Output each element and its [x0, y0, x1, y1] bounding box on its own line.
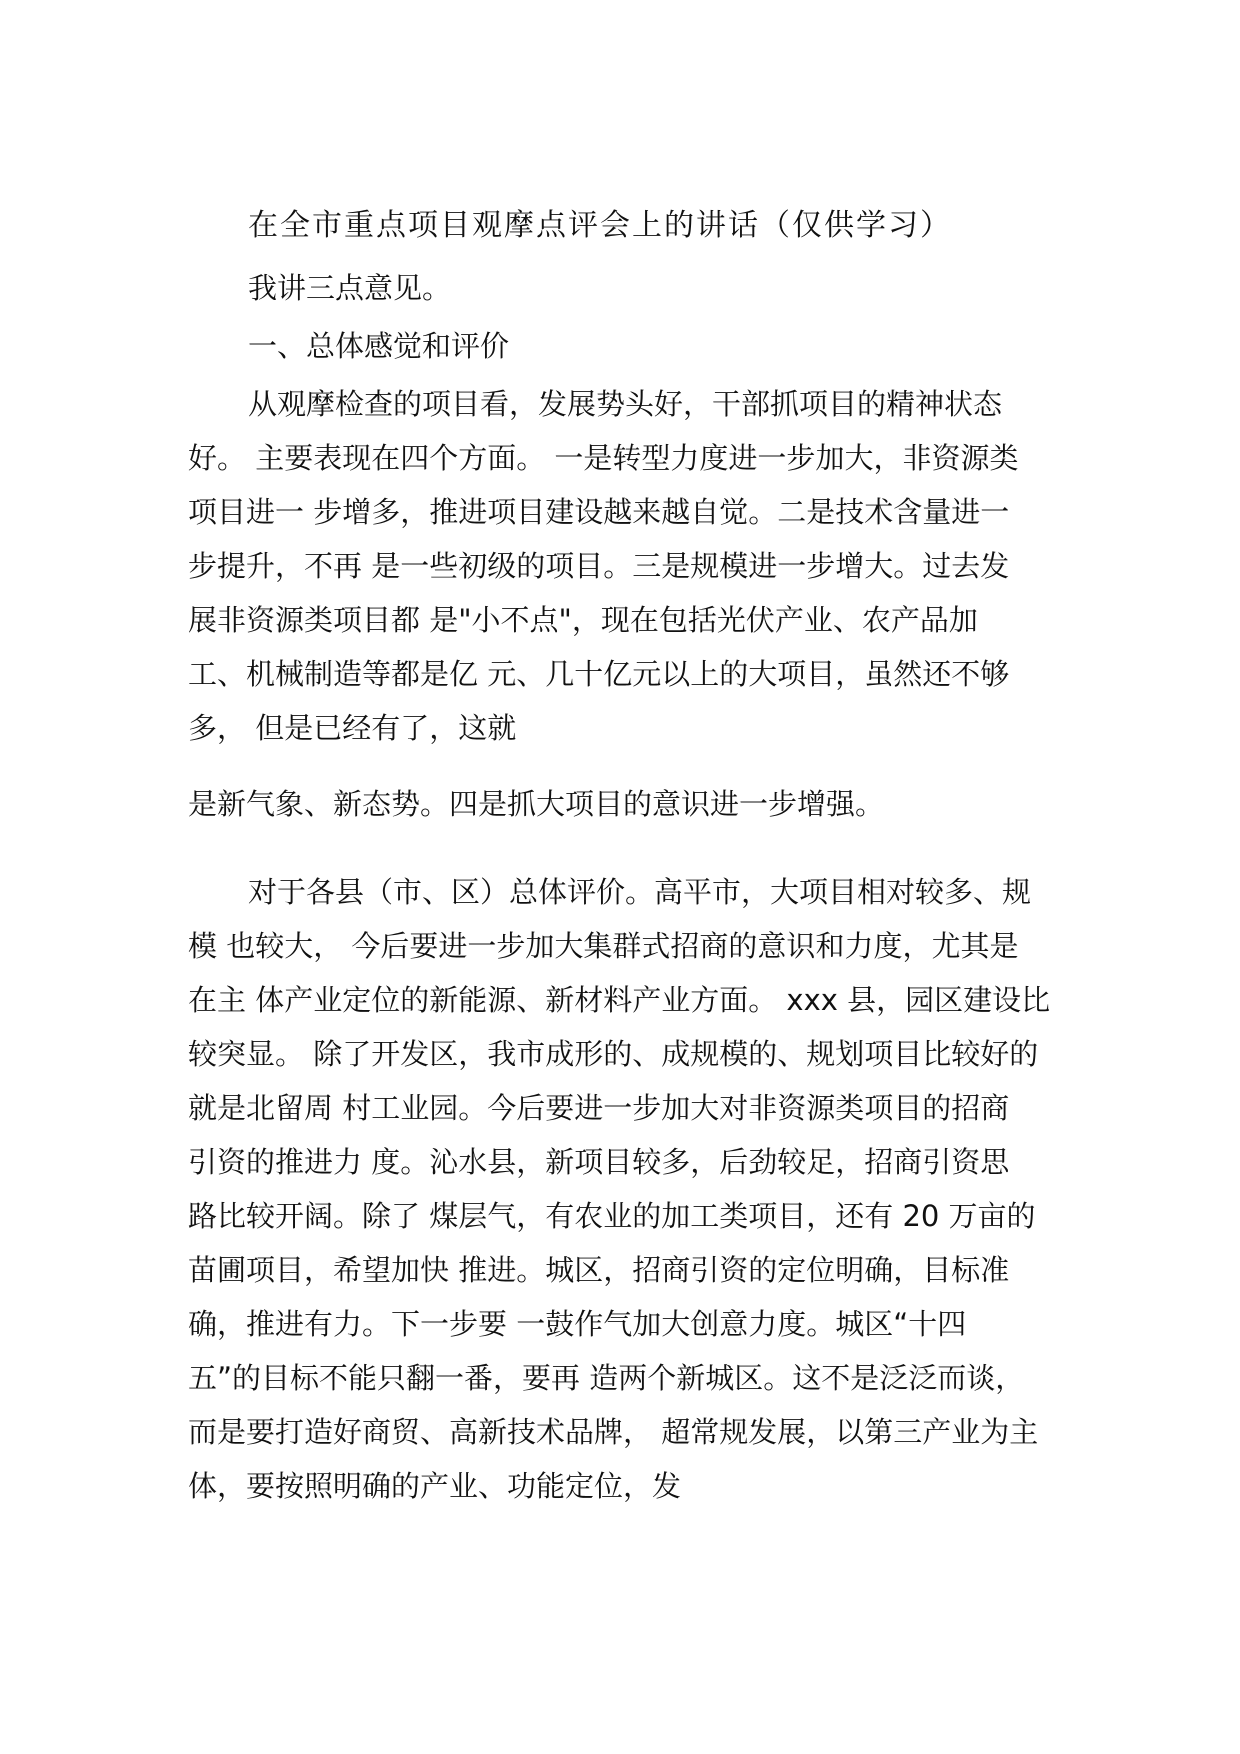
- paragraph-line-intro: 我讲三点意见。: [248, 271, 452, 305]
- paragraph-line: 确，推进有力。下一步要 一鼓作气加大创意力度。城区“十四: [188, 1307, 967, 1341]
- paragraph-line: 较突显。 除了开发区，我市成形的、成规模的、规划项目比较好的: [188, 1037, 1039, 1071]
- paragraph-line: 就是北留周 村工业园。今后要进一步加大对非资源类项目的招商: [188, 1091, 1010, 1125]
- paragraph-line: 在主 体产业定位的新能源、新材料产业方面。 xxx 县，园区建设比: [188, 983, 1051, 1017]
- paragraph-line: 体，要按照明确的产业、功能定位，发: [188, 1469, 682, 1503]
- document-title: 在全市重点项目观摩点评会上的讲话（仅供学习）: [248, 208, 952, 243]
- section-heading: 一、总体感觉和评价: [248, 329, 510, 363]
- paragraph-line: 工、机械制造等都是亿 元、几十亿元以上的大项目，虽然还不够: [188, 657, 1010, 691]
- paragraph-line: 展非资源类项目都 是"小不点"，现在包括光伏产业、农产品加: [188, 603, 978, 637]
- paragraph-line: 好。 主要表现在四个方面。 一是转型力度进一步加大，非资源类: [188, 441, 1019, 475]
- paragraph-line: 五”的目标不能只翻一番，要再 造两个新城区。这不是泛泛而谈，: [188, 1361, 1025, 1395]
- paragraph-line: 从观摩检查的项目看，发展势头好，干部抓项目的精神状态: [248, 387, 1003, 421]
- paragraph-line: 而是要打造好商贸、高新技术品牌， 超常规发展，以第三产业为主: [188, 1415, 1039, 1449]
- paragraph-line: 路比较开阔。除了 煤层气，有农业的加工类项目，还有 20 万亩的: [188, 1199, 1036, 1233]
- paragraph-line: 苗圃项目，希望加快 推进。城区，招商引资的定位明确，目标准: [188, 1253, 1010, 1287]
- paragraph-line: 引资的推进力 度。沁水县，新项目较多，后劲较足，招商引资思: [188, 1145, 1010, 1179]
- paragraph-line: 项目进一 步增多，推进项目建设越来越自觉。二是技术含量进一: [188, 495, 1010, 529]
- paragraph-line: 模 也较大， 今后要进一步加大集群式招商的意识和力度，尤其是: [188, 929, 1019, 963]
- paragraph-line: 是新气象、新态势。四是抓大项目的意识进一步增强。: [188, 787, 885, 821]
- paragraph-line: 步提升，不再 是一些初级的项目。三是规模进一步增大。过去发: [188, 549, 1010, 583]
- paragraph-line: 多， 但是已经有了，这就: [188, 711, 517, 745]
- paragraph-line: 对于各县（市、区）总体评价。高平市，大项目相对较多、规: [248, 875, 1032, 909]
